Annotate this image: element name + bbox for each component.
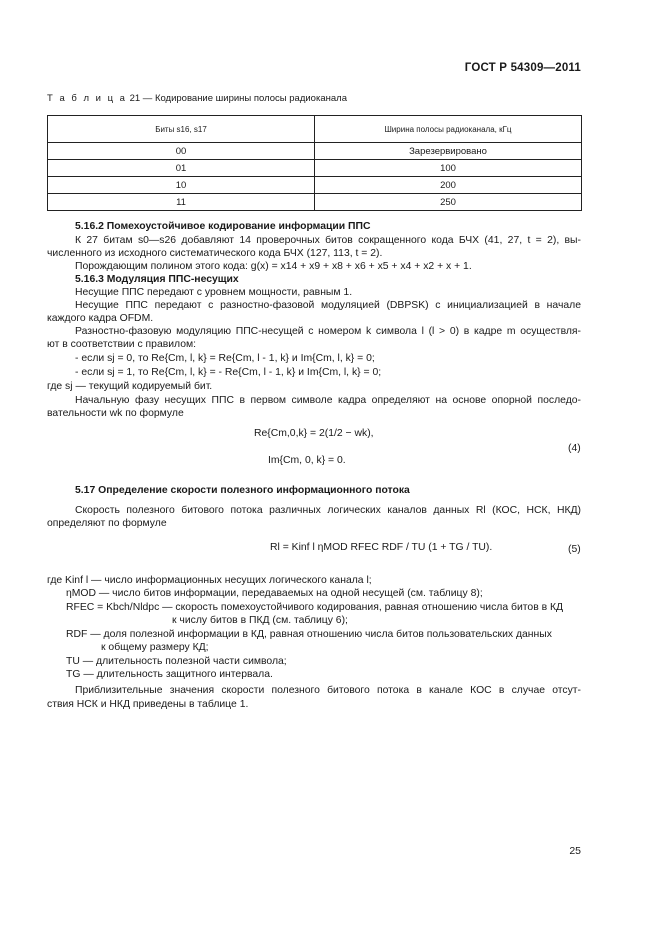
bandwidth-table xyxy=(47,115,582,211)
equation-4-number: (4) xyxy=(568,443,581,454)
paragraph-line: каждого кадра OFDM. xyxy=(47,313,154,324)
cell-width: Зарезервировано xyxy=(315,143,582,160)
cell-bits: 11 xyxy=(48,194,315,211)
paragraph-line: численного из исходного систематического кода БЧХ (127, 113, t = 2). xyxy=(47,248,383,259)
cell-bits: 01 xyxy=(48,160,315,177)
table-caption-prefix: Т а б л и ц а xyxy=(47,93,127,104)
rule-line-one: - если sj = 1, то Re{Cm, l, k} = - Re{Cm, l - 1, k} и Im{Cm, l, k} = 0; xyxy=(75,367,382,378)
paragraph-line: определяют по формуле xyxy=(47,518,167,529)
paragraph-line: Приблизительные значения скорости полезного битового потока в канале КОС в случае отсут- xyxy=(75,685,581,696)
definition-line: RDF — доля полезной информации в КД, равная отношению числа битов пользовательских данных xyxy=(66,629,552,640)
table-row xyxy=(48,177,582,194)
table-row xyxy=(48,160,582,177)
equation-4-line1: Re{Cm,0,k} = 2(1/2 − wk), xyxy=(254,428,374,439)
cell-width: 100 xyxy=(315,160,582,177)
definition-line: к числу битов в ПКД (см. таблицу 6); xyxy=(172,615,348,626)
equation-5-number: (5) xyxy=(568,544,581,555)
definition-line: к общему размеру КД; xyxy=(101,642,209,653)
paragraph-line: Начальную фазу несущих ППС в первом символе кадра определяют на основе опорной последо- xyxy=(75,395,581,406)
paragraph-line: Несущие ППС передают с уровнем мощности, равным 1. xyxy=(75,287,353,298)
paragraph-line: ют в соответствии с правилом: xyxy=(47,339,197,350)
cell-bits: 10 xyxy=(48,177,315,194)
table-row xyxy=(48,194,582,211)
section-5-16-2-title: 5.16.2 Помехоустойчивое кодирование информации ППС xyxy=(75,221,371,232)
col-bits-header: Биты s16, s17 xyxy=(48,116,315,143)
definition-line: где Kinf l — число информационных несущих логического канала l; xyxy=(47,575,372,586)
col-width-header: Ширина полосы радиоканала, кГц xyxy=(315,116,582,143)
definition-line: TG — длительность защитного интервала. xyxy=(66,669,273,680)
cell-width: 250 xyxy=(315,194,582,211)
paragraph-line: ствия НСК и НКД приведены в таблице 1. xyxy=(47,699,249,710)
table-caption xyxy=(47,93,347,104)
cell-width: 200 xyxy=(315,177,582,194)
paragraph-line: где sj — текущий кодируемый бит. xyxy=(47,381,213,392)
table-row xyxy=(48,143,582,160)
generator-polynomial: Порождающим полином этого кода: g(x) = x14 + x9 + x8 + x6 + x5 + x4 + x2 + x + 1. xyxy=(75,261,472,272)
page-number: 25 xyxy=(569,845,581,857)
rule-line-zero: - если sj = 0, то Re{Cm, l, k} = Re{Cm, l - 1, k} и Im{Cm, l, k} = 0; xyxy=(75,353,375,364)
equation-5: Rl = Kinf l ηMOD RFEC RDF / TU (1 + TG / TU). xyxy=(270,542,493,553)
standard-header: ГОСТ Р 54309—2011 xyxy=(464,62,581,74)
paragraph-line: вательности wk по формуле xyxy=(47,408,184,419)
definition-line: RFEC = Kbch/Nldpc — скорость помехоустойчивого кодирования, равная отношению числа битов в КД xyxy=(66,602,564,613)
equation-4-line2: Im{Cm, 0, k} = 0. xyxy=(268,455,346,466)
paragraph-line: Разностно-фазовую модуляцию ППС-несущей с номером k символа l (l > 0) в кадре m осуществля- xyxy=(75,326,581,337)
paragraph-line: Несущие ППС передают с разностно-фазовой модуляцией (DBPSK) с инициализацией в начале xyxy=(75,300,581,311)
section-5-17-title: 5.17 Определение скорости полезного информационного потока xyxy=(75,485,410,496)
definition-line: TU — длительность полезной части символа; xyxy=(66,656,287,667)
paragraph-line: К 27 битам s0—s26 добавляют 14 проверочных битов сокращенного кода БЧХ (41, 27, t = 2), вы- xyxy=(75,235,581,246)
table-caption-text: 21 — Кодирование ширины полосы радиоканала xyxy=(129,93,347,104)
table-header-row xyxy=(48,116,582,143)
definition-line: ηMOD — число битов информации, передаваемых на одной несущей (см. таблицу 8); xyxy=(66,588,483,599)
cell-bits: 00 xyxy=(48,143,315,160)
paragraph-line: Скорость полезного битового потока различных логических каналов данных Rl (КОС, НСК, НКД) xyxy=(75,505,581,516)
section-5-16-3-title: 5.16.3 Модуляция ППС-несущих xyxy=(75,274,239,285)
